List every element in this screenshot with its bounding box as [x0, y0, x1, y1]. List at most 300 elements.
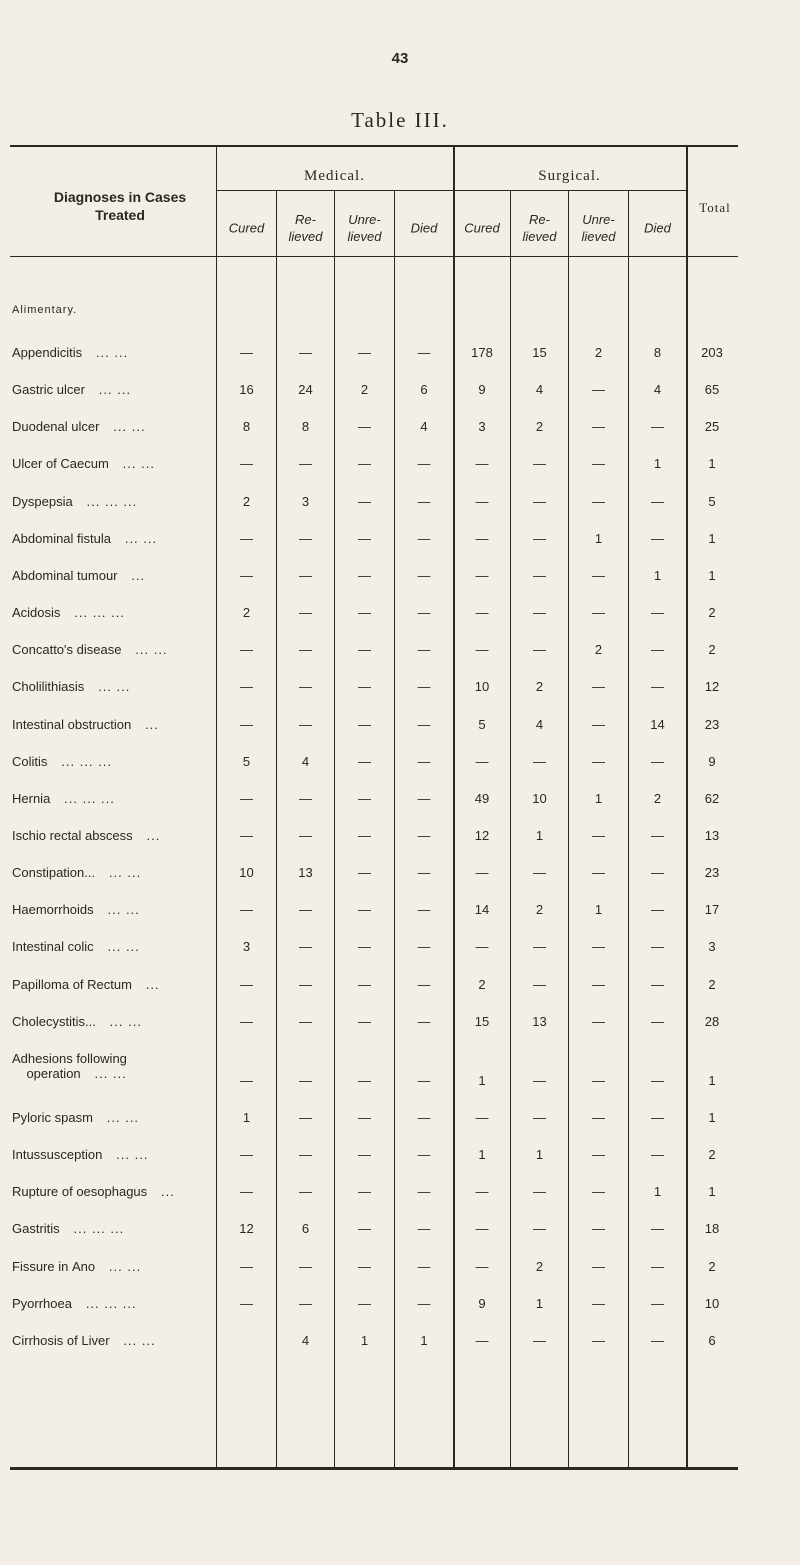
- table-cell: 2: [242, 493, 251, 509]
- table-cell: 2: [478, 976, 486, 992]
- row-label-text: Concatto's disease: [12, 642, 122, 658]
- table-cell: —: [417, 1258, 431, 1274]
- table-cell: 10: [474, 679, 490, 695]
- table-row: [0, 1221, 800, 1249]
- table-cell: 3: [478, 419, 486, 435]
- table-cell: —: [651, 753, 664, 769]
- leader-dots: ... ...: [80, 1065, 127, 1081]
- table-cell: —: [358, 1072, 371, 1088]
- table-cell: —: [358, 865, 371, 881]
- row-label: [12, 902, 212, 917]
- table-cell: —: [651, 605, 664, 621]
- table-cell: —: [533, 530, 546, 546]
- row-label-text: Duodenal ulcer: [12, 419, 100, 435]
- row-label: [12, 865, 212, 880]
- leader-dots: ... ... ...: [47, 753, 112, 769]
- table-row: [0, 828, 800, 856]
- table-cell: —: [592, 1110, 605, 1125]
- table-row: [0, 717, 800, 745]
- table-cell: —: [240, 567, 253, 583]
- table-cell: —: [240, 642, 253, 658]
- table-cell: 49: [474, 790, 490, 806]
- table-cell: 15: [532, 345, 547, 360]
- table-cell: —: [651, 902, 664, 918]
- table-cell: —: [592, 1072, 605, 1088]
- table-cell: —: [533, 753, 546, 769]
- row-label: [12, 828, 212, 843]
- table-cell: —: [299, 790, 312, 806]
- table-cell: —: [533, 605, 546, 621]
- total-cell: 25: [704, 419, 720, 435]
- table-cell: —: [533, 1184, 546, 1200]
- table-cell: 6: [420, 382, 428, 398]
- table-cell: 2: [535, 419, 544, 435]
- total-cell: 28: [704, 1013, 720, 1029]
- column-header: Cured: [464, 220, 500, 236]
- total-cell: 2: [708, 1147, 716, 1163]
- table-cell: —: [533, 976, 546, 992]
- table-cell: 1: [594, 530, 603, 546]
- table-cell: —: [417, 939, 431, 955]
- total-cell: 203: [701, 345, 723, 360]
- column-header: Re- lieved: [522, 212, 557, 244]
- row-label-text: Hernia: [12, 790, 51, 806]
- table-cell: —: [299, 1258, 312, 1274]
- column-header: Unre- lieved: [581, 212, 616, 244]
- table-cell: 8: [653, 345, 662, 360]
- total-cell: 17: [704, 902, 720, 918]
- row-label: [12, 456, 212, 471]
- total-cell: 2: [708, 976, 716, 992]
- table-cell: —: [417, 1221, 431, 1237]
- total-cell: 9: [708, 753, 716, 769]
- table-cell: —: [240, 345, 253, 360]
- leader-dots: ... ...: [95, 865, 142, 881]
- table-cell: —: [358, 716, 371, 732]
- table-cell: —: [358, 419, 371, 435]
- leader-dots: ...: [131, 716, 159, 732]
- total-cell: 23: [704, 865, 720, 881]
- table-cell: 12: [474, 827, 490, 843]
- table-cell: 10: [239, 865, 254, 881]
- row-label: [12, 345, 212, 360]
- header-surgical: Surgical.: [538, 168, 601, 184]
- leader-dots: ... ...: [93, 902, 140, 918]
- table-cell: —: [299, 679, 312, 695]
- table-cell: 6: [301, 1221, 310, 1237]
- table-cell: —: [475, 939, 489, 955]
- leader-dots: ... ... ...: [72, 493, 138, 509]
- table-cell: —: [358, 1013, 371, 1029]
- table-bottom-rule: [10, 1467, 738, 1470]
- table-cell: 1: [420, 1332, 428, 1348]
- leader-dots: ... ...: [93, 939, 140, 955]
- header-medical: Medical.: [304, 168, 365, 184]
- leader-dots: ... ... ...: [60, 605, 125, 621]
- table-row: [0, 1050, 800, 1101]
- header-diagnoses: Diagnoses in Cases Treated: [53, 189, 187, 223]
- table-cell: —: [358, 1221, 371, 1237]
- table-cell: —: [592, 419, 605, 435]
- table-cell: —: [651, 1295, 664, 1311]
- table-cell: —: [475, 605, 489, 621]
- table-cell: —: [240, 1184, 253, 1200]
- table-cell: 14: [650, 716, 665, 732]
- total-cell: 1: [708, 1110, 716, 1125]
- table-row: [0, 419, 800, 447]
- table-row: [0, 531, 800, 559]
- row-label-text: Pyorrhoea: [12, 1295, 72, 1311]
- leader-dots: ... ...: [92, 1110, 140, 1125]
- table-cell: —: [358, 790, 371, 806]
- table-cell: —: [417, 493, 431, 509]
- table-row: [0, 1147, 800, 1175]
- table-row: [0, 754, 800, 782]
- table-cell: —: [299, 939, 312, 955]
- table-cell: —: [299, 827, 312, 843]
- table-cell: —: [240, 790, 253, 806]
- row-label: [12, 717, 212, 732]
- table-cell: —: [417, 605, 431, 621]
- table-cell: 1: [242, 1110, 251, 1125]
- table-cell: 4: [301, 753, 310, 769]
- row-label-text: operation: [12, 1065, 81, 1081]
- table-cell: —: [651, 419, 664, 435]
- table-cell: —: [592, 456, 605, 472]
- row-label-text: Gastritis: [12, 1221, 60, 1237]
- table-cell: —: [417, 1184, 431, 1200]
- column-header: Died: [644, 220, 671, 236]
- table-cell: —: [592, 1184, 605, 1200]
- table-row: [0, 642, 800, 670]
- table-cell: 9: [478, 1295, 486, 1311]
- table-cell: —: [417, 345, 431, 360]
- table-cell: 4: [301, 1332, 310, 1348]
- header-total: Total: [699, 200, 731, 215]
- table-cell: —: [651, 939, 664, 955]
- table-cell: —: [299, 567, 312, 583]
- row-label-text: Ulcer of Caecum: [12, 456, 109, 472]
- row-label: [12, 494, 212, 509]
- column-header: Unre- lieved: [347, 212, 382, 244]
- table-cell: —: [358, 902, 371, 918]
- row-label: [12, 1147, 212, 1162]
- table-cell: 24: [298, 382, 313, 398]
- table-cell: 9: [478, 382, 486, 398]
- table-cell: —: [592, 1295, 605, 1311]
- row-label-text: Ischio rectal abscess: [12, 827, 133, 843]
- table-cell: —: [533, 1332, 546, 1348]
- table-cell: —: [358, 753, 371, 769]
- table-cell: —: [475, 1184, 489, 1200]
- table-top-rule: [10, 145, 738, 147]
- table-cell: —: [592, 1013, 605, 1029]
- table-cell: —: [592, 567, 605, 583]
- table-cell: 12: [239, 1221, 254, 1237]
- table-cell: —: [417, 902, 431, 918]
- table-cell: —: [651, 493, 664, 509]
- leader-dots: ...: [147, 1184, 175, 1200]
- section-title: Alimentary.: [12, 304, 78, 316]
- row-label: [12, 1051, 212, 1081]
- table-cell: 2: [653, 790, 662, 806]
- table-cell: —: [240, 456, 253, 472]
- leader-dots: ...: [131, 976, 160, 992]
- total-cell: 6: [708, 1332, 716, 1348]
- table-cell: 1: [360, 1332, 369, 1348]
- leader-dots: ... ...: [109, 1332, 156, 1348]
- table-cell: —: [651, 642, 664, 658]
- table-cell: —: [475, 1258, 489, 1274]
- table-cell: —: [358, 827, 371, 843]
- table-row: [0, 1014, 800, 1042]
- table-cell: —: [592, 716, 605, 732]
- table-cell: —: [475, 865, 489, 881]
- row-label: [12, 977, 212, 992]
- table-cell: —: [592, 939, 605, 955]
- row-label: [12, 679, 212, 694]
- row-label: [12, 1296, 212, 1311]
- table-row: [0, 345, 800, 373]
- total-cell: 1: [708, 456, 716, 472]
- total-cell: 65: [704, 382, 720, 398]
- row-label: [12, 1110, 212, 1125]
- table-cell: 2: [242, 605, 251, 621]
- table-cell: —: [240, 530, 253, 546]
- subheader-rule: [216, 190, 686, 191]
- table-cell: —: [358, 530, 371, 546]
- table-cell: —: [533, 865, 546, 881]
- table-cell: —: [358, 1295, 371, 1311]
- total-cell: 23: [704, 716, 720, 732]
- table-cell: —: [417, 753, 431, 769]
- table-cell: 4: [653, 382, 662, 398]
- table-cell: —: [417, 1147, 431, 1163]
- table-cell: 2: [535, 1258, 544, 1274]
- table-row: [0, 902, 800, 930]
- row-label-text: Intestinal colic: [12, 939, 94, 955]
- table-cell: 3: [242, 939, 251, 955]
- row-label-text: Acidosis: [12, 605, 61, 621]
- table-cell: —: [417, 642, 431, 658]
- table-cell: 14: [474, 902, 490, 918]
- total-cell: 2: [708, 642, 716, 658]
- row-label-text: Dyspepsia: [12, 493, 73, 509]
- table-row: [0, 1184, 800, 1212]
- table-cell: —: [299, 902, 312, 918]
- table-cell: —: [475, 753, 489, 769]
- table-cell: —: [299, 1013, 312, 1029]
- leader-dots: ... ... ...: [50, 790, 115, 806]
- table-row: [0, 1110, 800, 1138]
- table-cell: —: [358, 939, 371, 955]
- table-cell: 1: [478, 1072, 486, 1088]
- table-cell: —: [651, 1110, 664, 1125]
- table-cell: —: [299, 456, 312, 472]
- row-label: [12, 382, 212, 397]
- row-label-text: Adhesions following: [12, 1050, 127, 1066]
- table-cell: —: [299, 605, 312, 621]
- row-label-text: Cholecystitis...: [12, 1013, 96, 1029]
- table-cell: —: [651, 1072, 664, 1088]
- table-cell: 1: [594, 790, 603, 806]
- table-cell: 2: [535, 679, 544, 695]
- column-header: Died: [410, 220, 438, 236]
- row-label-text: Fissure in Ano: [12, 1258, 96, 1274]
- row-label: [12, 419, 212, 434]
- table-row: [0, 568, 800, 596]
- table-cell: —: [417, 1072, 431, 1088]
- table-cell: —: [417, 1013, 431, 1029]
- row-label-text: Intussusception: [12, 1147, 103, 1163]
- table-cell: —: [240, 716, 253, 732]
- table-cell: —: [475, 642, 489, 658]
- table-cell: —: [533, 642, 546, 658]
- table-cell: 2: [594, 345, 603, 360]
- table-cell: —: [299, 1184, 312, 1200]
- table-cell: 8: [242, 419, 251, 435]
- table-cell: —: [475, 567, 489, 583]
- table-cell: 13: [298, 865, 313, 881]
- leader-dots: ... ...: [102, 1147, 149, 1163]
- table-cell: 4: [535, 382, 544, 398]
- total-cell: 13: [704, 827, 720, 843]
- table-row: [0, 865, 800, 893]
- table-cell: 2: [594, 642, 603, 658]
- table-cell: —: [592, 976, 605, 992]
- table-cell: —: [417, 1110, 431, 1125]
- table-cell: —: [592, 1258, 605, 1274]
- row-label: [12, 531, 212, 546]
- table-cell: —: [417, 530, 431, 546]
- table-cell: —: [592, 1221, 605, 1237]
- table-cell: —: [240, 679, 253, 695]
- table-cell: 16: [239, 382, 254, 398]
- row-label: [12, 1184, 212, 1199]
- table-row: [0, 1296, 800, 1324]
- table-cell: —: [533, 1221, 546, 1237]
- leader-dots: ... ...: [95, 1258, 142, 1274]
- table-cell: —: [592, 753, 605, 769]
- row-label: [12, 791, 212, 806]
- table-cell: —: [592, 382, 605, 398]
- table-cell: —: [651, 865, 664, 881]
- table-cell: —: [358, 1110, 371, 1125]
- table-cell: —: [592, 605, 605, 621]
- leader-dots: ... ...: [84, 382, 132, 398]
- table-cell: —: [240, 902, 253, 918]
- row-label: [12, 1221, 212, 1236]
- table-row: [0, 1259, 800, 1287]
- table-cell: —: [651, 1013, 664, 1029]
- total-cell: 3: [708, 939, 716, 955]
- table-cell: 5: [242, 753, 251, 769]
- table-row: [0, 679, 800, 707]
- total-cell: 1: [708, 530, 716, 546]
- table-cell: —: [358, 456, 371, 472]
- table-cell: —: [417, 567, 431, 583]
- row-label-text: Intestinal obstruction: [12, 716, 132, 732]
- total-cell: 5: [708, 493, 716, 509]
- table-cell: —: [592, 865, 605, 881]
- table-cell: —: [651, 1258, 664, 1274]
- table-cell: —: [651, 1147, 664, 1163]
- table-cell: —: [533, 1110, 546, 1125]
- table-cell: —: [475, 1332, 489, 1348]
- table-cell: —: [358, 567, 371, 583]
- table-cell: —: [358, 1184, 371, 1200]
- table-cell: —: [533, 493, 546, 509]
- table-cell: —: [358, 976, 371, 992]
- table-cell: —: [417, 456, 431, 472]
- table-cell: 1: [653, 567, 662, 583]
- leader-dots: ...: [117, 567, 146, 583]
- row-label: [12, 1333, 212, 1348]
- table-cell: —: [417, 790, 431, 806]
- table-cell: 1: [535, 827, 544, 843]
- table-cell: 4: [420, 419, 428, 435]
- row-label-text: Constipation...: [12, 865, 96, 881]
- table-cell: —: [417, 679, 431, 695]
- table-cell: —: [358, 679, 371, 695]
- table-cell: —: [592, 1147, 605, 1163]
- table-cell: 1: [594, 902, 603, 918]
- table-cell: —: [592, 493, 605, 509]
- table-cell: —: [417, 716, 431, 732]
- table-cell: —: [299, 1110, 312, 1125]
- table-cell: 178: [471, 345, 493, 360]
- table-cell: 2: [535, 902, 544, 918]
- table-cell: —: [533, 1072, 546, 1088]
- table-cell: 8: [301, 419, 310, 435]
- table-cell: 1: [478, 1147, 486, 1163]
- table-cell: 5: [478, 716, 486, 732]
- column-header: Cured: [228, 220, 265, 236]
- leader-dots: ... ...: [99, 419, 146, 435]
- leader-dots: ... ...: [95, 1013, 142, 1029]
- table-cell: —: [299, 345, 312, 360]
- table-cell: —: [533, 456, 546, 472]
- row-label-text: Abdominal tumour: [12, 567, 118, 583]
- row-label: [12, 605, 212, 620]
- table-cell: —: [358, 493, 371, 509]
- table-cell: —: [475, 530, 489, 546]
- table-cell: 3: [301, 493, 310, 509]
- leader-dots: ... ...: [108, 456, 155, 472]
- row-label-text: Haemorrhoids: [12, 902, 94, 918]
- table-cell: —: [240, 1258, 253, 1274]
- row-label: [12, 1014, 212, 1029]
- total-cell: 2: [708, 1258, 716, 1274]
- table-cell: —: [299, 716, 312, 732]
- table-cell: —: [358, 345, 371, 360]
- table-cell: —: [417, 1295, 431, 1311]
- table-row: [0, 494, 800, 522]
- table-cell: —: [651, 1332, 664, 1348]
- table-cell: —: [651, 679, 664, 695]
- total-cell: 62: [704, 790, 720, 806]
- total-cell: 1: [708, 567, 716, 583]
- table-row: [0, 382, 800, 410]
- row-label-text: Papilloma of Rectum: [12, 976, 132, 992]
- row-label-text: Rupture of oesophagus: [12, 1184, 148, 1200]
- leader-dots: ... ...: [121, 642, 168, 658]
- row-label: [12, 1259, 212, 1274]
- table-cell: —: [417, 827, 431, 843]
- table-cell: —: [299, 1295, 312, 1311]
- row-label: [12, 939, 212, 954]
- column-header: Re- lieved: [288, 212, 323, 244]
